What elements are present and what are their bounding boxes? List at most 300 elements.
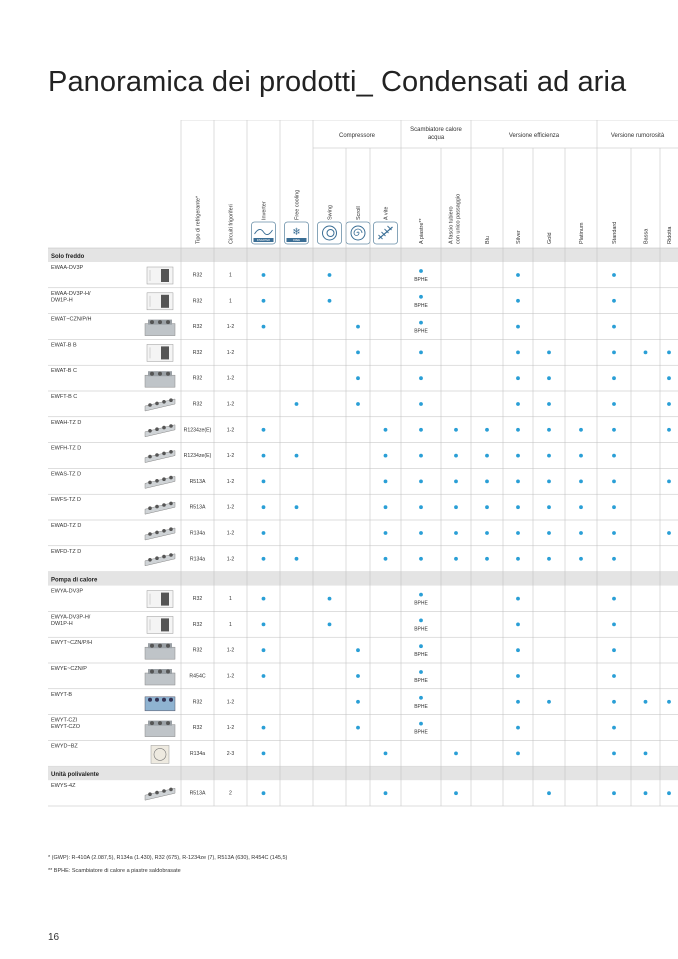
column-label: Inverter [261, 201, 268, 220]
feature-dot [485, 428, 489, 432]
unit-body [145, 324, 175, 336]
table-row [48, 523, 678, 546]
free-cooling-icon [285, 222, 309, 244]
product-overview-table [48, 120, 678, 840]
feature-dot [516, 376, 520, 380]
feature-dot [485, 505, 489, 509]
unit-fan [166, 644, 170, 648]
table-row [48, 692, 678, 715]
feature-dot [262, 325, 266, 329]
model-name: EWAT-B C [51, 368, 77, 375]
feature-dot [356, 351, 360, 355]
feature-dot [419, 644, 423, 648]
bphe-label: BPHE [414, 678, 428, 684]
unit-fan [162, 477, 166, 481]
section-label: Solo freddo [51, 254, 85, 260]
feature-dot [295, 557, 299, 561]
refrigerant-cell: R134a [189, 750, 206, 757]
feature-dot [356, 648, 360, 652]
column-label: Blu [485, 236, 491, 244]
feature-dot [356, 376, 360, 380]
feature-dot [485, 454, 489, 458]
feature-dot [295, 402, 299, 406]
product-image [145, 476, 175, 489]
feature-dot [262, 505, 266, 509]
feature-dot [667, 402, 671, 406]
feature-dot [612, 557, 616, 561]
feature-dot [516, 480, 520, 484]
feature-dot [262, 454, 266, 458]
feature-dot [419, 295, 423, 299]
refrigerant-cell: R32 [192, 699, 203, 706]
unit-fan [169, 450, 173, 454]
section-band [48, 248, 678, 262]
feature-dot [262, 428, 266, 432]
product-image [147, 616, 173, 633]
circuits-cell: 1 [229, 621, 232, 628]
feature-dot [516, 325, 520, 329]
feature-dot [612, 674, 616, 678]
feature-dot [356, 674, 360, 678]
feature-dot [485, 557, 489, 561]
feature-dot [328, 299, 332, 303]
feature-dot [262, 674, 266, 678]
snowflake-glyph: ❄ [292, 227, 301, 238]
feature-dot [419, 696, 423, 700]
feature-dot [419, 376, 423, 380]
refrigerant-cell: R32 [192, 272, 203, 279]
unit-fan [155, 791, 159, 795]
feature-dot [485, 480, 489, 484]
swing-compressor-icon [318, 222, 342, 244]
feature-dot [262, 791, 266, 795]
model-name: EWAT-B B [51, 342, 77, 349]
unit-fan [150, 670, 154, 674]
unit-fan [166, 721, 170, 725]
unit-fan [150, 320, 154, 324]
table-row [48, 471, 678, 494]
column-label: Free cooling [294, 189, 301, 220]
feature-dot [328, 273, 332, 277]
circuits-cell: 1-2 [226, 725, 235, 732]
feature-dot [516, 557, 520, 561]
table-row [48, 549, 678, 572]
feature-dot [262, 597, 266, 601]
feature-dot [262, 299, 266, 303]
product-image [145, 721, 175, 737]
unit-body [145, 375, 175, 387]
table-row [48, 342, 678, 365]
freecooling-caption: FREE [293, 239, 300, 243]
feature-dot [547, 454, 551, 458]
feature-dot [356, 402, 360, 406]
bphe-label: BPHE [414, 652, 428, 659]
table-row [48, 265, 678, 288]
unit-fan [148, 506, 152, 510]
product-image [145, 788, 175, 801]
feature-dot [419, 321, 423, 325]
model-name: EWYT-B [51, 691, 73, 698]
unit-fan [169, 788, 173, 792]
unit-fan [155, 505, 159, 509]
section-label: Unità polivalente [51, 772, 100, 779]
feature-dot [419, 619, 423, 623]
feature-dot [419, 557, 423, 561]
feature-dot [454, 428, 458, 432]
unit-fan-grille [161, 269, 169, 282]
feature-dot [419, 269, 423, 273]
model-name: DW1P-H [51, 297, 73, 304]
bphe-label: BPHE [414, 600, 428, 607]
feature-dot [262, 557, 266, 561]
model-name: EWYA-DV3P [51, 588, 83, 595]
bphe-label: BPHE [414, 277, 428, 283]
model-name: EWAS-TZ D [51, 471, 82, 478]
feature-dot [454, 454, 458, 458]
group-label: Versione rumorosità [610, 133, 665, 139]
refrigerant-cell: R1234ze(E) [183, 427, 212, 434]
refrigerant-cell: R32 [192, 725, 203, 732]
feature-dot [384, 531, 388, 535]
feature-dot [262, 531, 266, 535]
unit-fan [155, 698, 159, 702]
model-name: EWYT~CZN/P/H [51, 640, 93, 647]
feature-dot [667, 791, 671, 795]
feature-dot [516, 454, 520, 458]
feature-dot [516, 752, 520, 756]
feature-dot [419, 428, 423, 432]
unit-fan [155, 556, 159, 560]
refrigerant-cell: R32 [192, 298, 203, 305]
unit-fan [148, 532, 152, 536]
unit-fan [169, 698, 173, 702]
unit-fan [169, 502, 173, 506]
column-label: Scroll [356, 206, 362, 220]
feature-dot [612, 791, 616, 795]
refrigerant-cell: R134a [189, 556, 206, 563]
feature-dot [384, 791, 388, 795]
product-image [147, 267, 173, 284]
feature-dot [384, 505, 388, 509]
circuits-cell: 1-2 [226, 556, 235, 563]
unit-fan [148, 558, 152, 562]
column-label: Swing [327, 205, 334, 220]
product-image [145, 424, 175, 437]
refrigerant-cell: R32 [192, 647, 203, 654]
feature-dot [547, 402, 551, 406]
feature-dot [579, 531, 583, 535]
product-image [145, 669, 175, 685]
circuits-cell: 2-3 [226, 750, 235, 757]
refrigerant-cell: R513A [189, 790, 206, 797]
refrigerant-cell: R32 [192, 375, 203, 382]
unit-fan [150, 721, 154, 725]
feature-dot [612, 428, 616, 432]
unit-fan [162, 789, 166, 793]
inverter-caption: INVERTER [256, 239, 271, 243]
feature-dot [579, 454, 583, 458]
circuits-cell: 1-2 [226, 478, 235, 485]
column-label: Platinum [579, 222, 585, 244]
product-image [147, 344, 173, 361]
feature-dot [262, 726, 266, 730]
unit-fan [166, 372, 170, 376]
circuits-cell: 1-2 [226, 699, 235, 706]
feature-dot [356, 325, 360, 329]
feature-dot [547, 351, 551, 355]
unit-fan [148, 481, 152, 485]
feature-dot [579, 557, 583, 561]
unit-fan [162, 426, 166, 430]
column-label: A fascio tubiero [448, 206, 455, 244]
feature-dot [516, 674, 520, 678]
section-band [48, 572, 678, 586]
unit-fan [155, 427, 159, 431]
feature-dot [454, 505, 458, 509]
model-name: EWYA-DV3P-H/ [51, 614, 91, 621]
model-name: EWAT~CZN/P/H [51, 316, 92, 323]
table-row [48, 589, 678, 612]
model-name: EWYT-CZI [51, 717, 78, 724]
unit-fan [158, 721, 162, 725]
unit-fan [169, 424, 173, 428]
feature-dot [612, 402, 616, 406]
product-image [147, 591, 173, 608]
feature-dot [612, 454, 616, 458]
bphe-label: BPHE [414, 703, 428, 710]
feature-dot [295, 454, 299, 458]
model-name: DW1P-H [51, 620, 73, 627]
unit-fan [169, 398, 173, 402]
column-label: Tipo di refrigerante* [195, 195, 202, 244]
circuits-cell: 1-2 [226, 375, 235, 382]
column-label: A vite [383, 206, 390, 220]
feature-dot [667, 700, 671, 704]
product-image [145, 697, 175, 711]
column-label: A piastre** [419, 218, 425, 244]
feature-dot [547, 428, 551, 432]
footnote-gwp: * (GWP): R-410A (2.087,5), R134a (1.430), R32 (675), R-1234ze (7), R513A (630), R454C (145,5) [48, 855, 288, 861]
unit-fan [150, 644, 154, 648]
feature-dot [667, 376, 671, 380]
feature-dot [419, 670, 423, 674]
refrigerant-cell: R32 [192, 349, 203, 356]
feature-dot [454, 752, 458, 756]
feature-dot [547, 505, 551, 509]
group-label: Versione efficienza [508, 133, 560, 139]
feature-dot [612, 700, 616, 704]
table-grid [48, 120, 678, 840]
unit-body [145, 673, 175, 685]
column-label: Bassa [643, 228, 650, 244]
unit-fan [162, 555, 166, 559]
circuits-cell: 1-2 [226, 324, 235, 331]
unit-fan [169, 527, 173, 531]
feature-dot [667, 531, 671, 535]
refrigerant-cell: R134a [189, 530, 206, 537]
circuits-cell: 1-2 [226, 530, 235, 537]
footnote-bphe: ** BPHE: Scambiatore di calore a piastre saldobrasate [48, 868, 181, 874]
feature-dot [612, 531, 616, 535]
feature-dot [516, 648, 520, 652]
unit-fan [162, 400, 166, 404]
unit-fan-grille [161, 295, 169, 308]
feature-dot [612, 648, 616, 652]
feature-dot [516, 700, 520, 704]
table-row [48, 420, 678, 443]
feature-dot [516, 351, 520, 355]
feature-dot [454, 480, 458, 484]
feature-dot [516, 299, 520, 303]
screw-compressor-icon [374, 222, 398, 244]
feature-dot [419, 480, 423, 484]
feature-dot [644, 351, 648, 355]
feature-dot [328, 623, 332, 627]
circuits-cell: 1-2 [226, 427, 235, 434]
refrigerant-cell: R32 [192, 621, 203, 628]
feature-dot [612, 376, 616, 380]
feature-dot [262, 480, 266, 484]
feature-dot [262, 752, 266, 756]
unit-fan [158, 644, 162, 648]
unit-body [145, 725, 175, 737]
model-name: EWYD~BZ [51, 743, 78, 750]
unit-fan [155, 531, 159, 535]
table-row [48, 783, 678, 806]
product-image [145, 320, 175, 336]
feature-dot [295, 505, 299, 509]
unit-fan [150, 372, 154, 376]
feature-dot [516, 402, 520, 406]
unit-fan-grille [161, 593, 169, 606]
feature-dot [516, 273, 520, 277]
feature-dot [419, 722, 423, 726]
unit-fan-grille [161, 346, 169, 359]
circuits-cell: 1-2 [226, 504, 235, 511]
feature-dot [516, 726, 520, 730]
refrigerant-cell: R32 [192, 324, 203, 331]
unit-fan [162, 503, 166, 507]
unit-fan [162, 452, 166, 456]
column-label: Gold [547, 232, 553, 244]
feature-dot [612, 505, 616, 509]
feature-dot [454, 531, 458, 535]
product-image [145, 643, 175, 659]
feature-dot [516, 597, 520, 601]
table-row [48, 446, 678, 469]
feature-dot [579, 480, 583, 484]
unit-fan [155, 479, 159, 483]
feature-dot [262, 623, 266, 627]
unit-body [145, 647, 175, 659]
unit-fan [166, 670, 170, 674]
refrigerant-cell: R513A [189, 504, 206, 511]
feature-dot [454, 557, 458, 561]
model-name: EWYE~CZN/P [51, 666, 87, 672]
feature-dot [384, 752, 388, 756]
unit-fan [158, 372, 162, 376]
feature-dot [547, 791, 551, 795]
feature-dot [644, 791, 648, 795]
section-label: Pompa di calore [51, 577, 98, 584]
column-label: Standard [612, 221, 618, 244]
column-label: Ridotta [667, 226, 673, 244]
refrigerant-cell: R32 [192, 596, 203, 603]
unit-fan [158, 320, 162, 324]
section-band [48, 766, 678, 780]
unit-fan [162, 698, 166, 702]
bphe-label: BPHE [414, 328, 428, 335]
unit-fan-grille [161, 618, 169, 631]
table-row [48, 718, 678, 741]
model-name: EWFS-TZ D [51, 497, 81, 504]
table-row [48, 317, 678, 340]
feature-dot [547, 557, 551, 561]
feature-dot [667, 351, 671, 355]
feature-dot [419, 531, 423, 535]
feature-dot [516, 428, 520, 432]
feature-dot [612, 273, 616, 277]
unit-body [147, 293, 173, 310]
feature-dot [644, 700, 648, 704]
group-label: Scambiatore calore [410, 127, 462, 133]
feature-dot [485, 531, 489, 535]
unit-fan [148, 455, 152, 459]
feature-dot [612, 480, 616, 484]
model-name: EWAH-TZ D [51, 419, 82, 426]
scroll-compressor-icon [346, 222, 370, 244]
column-label: con unico passaggio [455, 193, 462, 244]
unit-fan [162, 529, 166, 533]
unit-fan [155, 453, 159, 457]
unit-fan [158, 670, 162, 674]
bphe-label: BPHE [414, 302, 428, 309]
model-name: EWYT-CZO [51, 724, 81, 731]
unit-fan [148, 403, 152, 407]
product-image [151, 745, 169, 763]
feature-dot [612, 299, 616, 303]
table-row [48, 394, 678, 417]
column-label: Silver [516, 230, 522, 244]
group-label: Compressore [338, 133, 376, 139]
table-row [48, 368, 678, 391]
feature-dot [547, 700, 551, 704]
page-title: Panoramica dei prodotti_ Condensati ad aria [48, 66, 627, 98]
table-row [48, 640, 678, 663]
feature-dot [516, 531, 520, 535]
feature-dot [328, 597, 332, 601]
model-name: EWFD-TZ D [51, 548, 82, 555]
feature-dot [262, 648, 266, 652]
model-name: EWAA-DV3P [51, 265, 84, 271]
icon-frame [318, 222, 342, 244]
product-image [145, 527, 175, 540]
feature-dot [612, 623, 616, 627]
refrigerant-cell: R1234ze(E) [183, 453, 212, 460]
model-name: EWYS-4Z [51, 783, 76, 790]
refrigerant-cell: R513A [189, 478, 206, 485]
unit-fan [148, 698, 152, 702]
circuits-cell: 1-2 [226, 349, 235, 356]
feature-dot [419, 505, 423, 509]
circuits-cell: 1-2 [226, 401, 235, 408]
feature-dot [612, 726, 616, 730]
feature-dot [384, 454, 388, 458]
product-image [145, 553, 175, 566]
product-image [145, 371, 175, 387]
unit-fan [166, 320, 170, 324]
feature-dot [356, 726, 360, 730]
